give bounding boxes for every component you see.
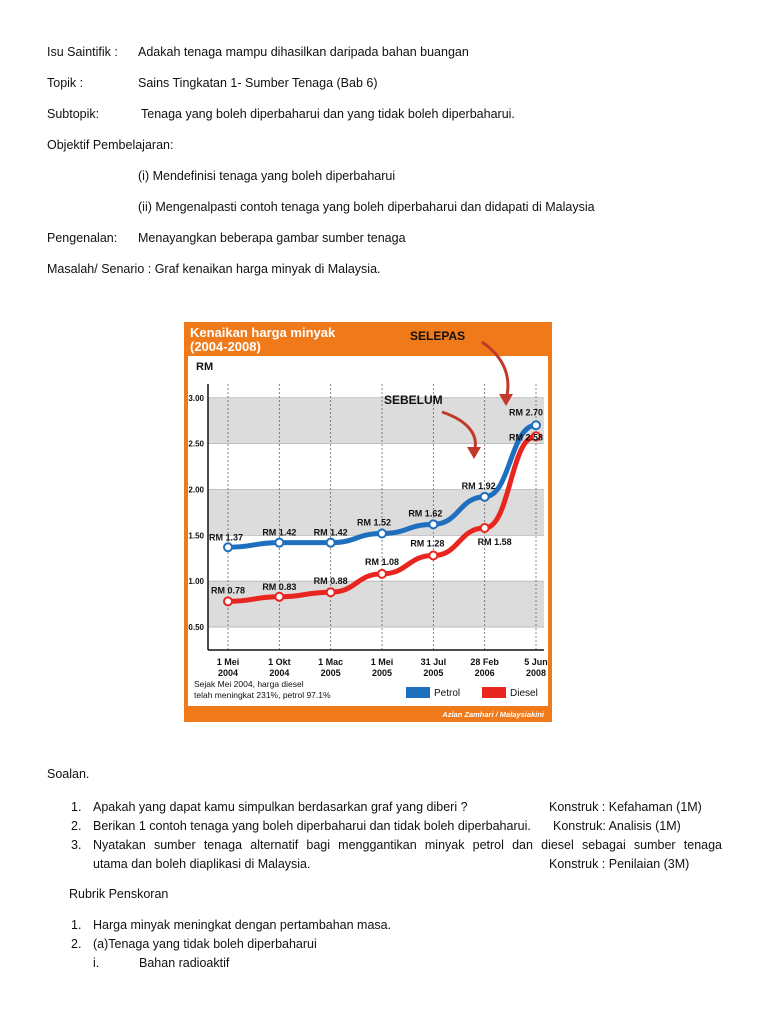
y-tick-label: 2.50: [188, 439, 204, 449]
grid-band-2: [208, 581, 544, 627]
data-label-petrol: RM 1.42: [313, 527, 348, 538]
data-label-petrol: RM 2.70: [508, 407, 544, 418]
y-tick-label: 1.50: [188, 531, 204, 541]
rubrik-2-sub-1-text: Bahan radioaktif: [139, 956, 230, 970]
x-tick-label: 2008: [525, 668, 547, 678]
soalan-2-number: 2.: [71, 819, 82, 833]
chart-note-line-2: telah meningkat 231%, petrol 97.1%: [194, 690, 331, 700]
soalan-3-number: 3.: [71, 838, 82, 852]
soalan-2-konstruk: Konstruk: Analisis (1M): [553, 819, 681, 833]
data-point-petrol: [275, 539, 283, 547]
subtopik-value: Tenaga yang boleh diperbaharui dan yang tidak boleh diperbaharui.: [141, 107, 515, 121]
subtopik-label: Subtopik:: [47, 107, 100, 121]
data-label-petrol: RM 1.42: [262, 527, 297, 538]
data-label-petrol: RM 1.62: [408, 508, 443, 519]
data-label-diesel: RM 0.88: [313, 576, 348, 587]
y-tick-label: 1.00: [188, 577, 204, 587]
pengenalan-label: Pengenalan:: [47, 231, 118, 245]
soalan-heading: Soalan.: [47, 767, 90, 781]
oil-price-chart: [184, 322, 552, 722]
rubrik-1-text: Harga minyak meningkat dengan pertambahan masa.: [93, 918, 392, 932]
soalan-3-text-line-2: utama dan boleh diaplikasi di Malaysia.: [93, 857, 311, 871]
data-label-diesel: RM 0.78: [210, 585, 246, 596]
data-label-petrol: RM 1.52: [356, 517, 392, 528]
x-tick-label: 2005: [423, 668, 444, 678]
soalan-3-konstruk: Konstruk : Penilaian (3M): [549, 857, 690, 871]
grid-band-0: [208, 398, 544, 444]
y-axis-title: RM: [196, 361, 214, 373]
data-point-petrol: [378, 530, 386, 538]
chart-note-line-1: Sejak Mei 2004, harga diesel: [194, 679, 304, 689]
chart-subtitle: (2004-2008): [190, 339, 261, 354]
x-tick-label: 2004: [269, 668, 290, 678]
data-point-diesel: [378, 570, 386, 578]
objektif-item-2: (ii) Mengenalpasti contoh tenaga yang boleh diperbaharui dan didapati di Malaysia: [138, 200, 595, 214]
chart-canvas: [184, 322, 552, 722]
x-tick-label: 1 Mei: [370, 657, 394, 667]
data-label-diesel: RM 0.83: [262, 581, 297, 592]
data-point-petrol: [429, 520, 437, 528]
x-tick-label: 2005: [320, 668, 341, 678]
soalan-2-text: Berikan 1 contoh tenaga yang boleh diperbaharui dan tidak boleh diperbaharui.: [93, 819, 531, 833]
data-point-diesel: [327, 588, 335, 596]
x-tick-label: 2006: [474, 668, 495, 678]
data-point-diesel: [481, 524, 489, 532]
data-label-diesel: RM 2.58: [508, 432, 544, 443]
objektif-item-1: (i) Mendefinisi tenaga yang boleh diperbaharui: [138, 169, 396, 183]
data-label-diesel: RM 1.28: [410, 538, 445, 549]
objektif-label: Objektif Pembelajaran:: [47, 138, 174, 152]
masalah-text: Masalah/ Senario : Graf kenaikan harga minyak di Malaysia.: [47, 262, 381, 276]
y-tick-label: 2.00: [188, 485, 204, 495]
x-tick-label: 28 Feb: [470, 657, 499, 667]
legend-label-petrol: Petrol: [434, 688, 461, 699]
grid-bands: [208, 398, 544, 627]
selepas-annotation: SELEPAS: [410, 329, 466, 343]
data-point-petrol: [481, 493, 489, 501]
x-tick-label: 5 Jun: [524, 657, 548, 667]
rubrik-1-number: 1.: [71, 918, 82, 932]
pengenalan-value: Menayangkan beberapa gambar sumber tenaga: [138, 231, 406, 245]
y-tick-label: 0.50: [188, 623, 204, 633]
soalan-1-text: Apakah yang dapat kamu simpulkan berdasarkan graf yang diberi ?: [93, 800, 468, 814]
data-point-diesel: [275, 593, 283, 601]
isu-label: Isu Saintifik :: [47, 45, 118, 59]
data-point-diesel: [429, 552, 437, 560]
x-tick-label: 1 Okt: [268, 657, 291, 667]
legend-swatch-diesel: [482, 687, 506, 698]
soalan-1-number: 1.: [71, 800, 82, 814]
data-point-petrol: [327, 539, 335, 547]
isu-value: Adakah tenaga mampu dihasilkan daripada bahan buangan: [138, 45, 469, 59]
data-label-diesel: RM 1.08: [364, 556, 400, 567]
data-point-petrol: [532, 421, 540, 429]
data-label-diesel: RM 1.58: [477, 537, 512, 548]
topik-label: Topik :: [47, 76, 84, 90]
data-label-petrol: RM 1.92: [461, 480, 496, 491]
chart-credit: Azlan Zamhari / Malaysiakini: [442, 710, 544, 719]
x-tick-label: 31 Jul: [420, 657, 447, 667]
soalan-1-konstruk: Konstruk : Kefahaman (1M): [549, 800, 702, 814]
x-tick-label: 2005: [371, 668, 393, 678]
topik-value: Sains Tingkatan 1- Sumber Tenaga (Bab 6): [138, 76, 378, 90]
rubrik-2-sub-1-number: i.: [93, 956, 100, 970]
chart-title: Kenaikan harga minyak: [190, 325, 336, 340]
x-tick-label: 2004: [217, 668, 239, 678]
rubrik-2-number: 2.: [71, 937, 82, 951]
y-tick-label: 3.00: [188, 393, 204, 403]
data-point-diesel: [224, 597, 232, 605]
legend-swatch-petrol: [406, 687, 430, 698]
legend-label-diesel: Diesel: [510, 688, 538, 699]
rubrik-heading: Rubrik Penskoran: [69, 887, 169, 901]
soalan-3-text-line-1: Nyatakan sumber tenaga alternatif bagi menggantikan minyak petrol dan diesel sebagai sumber tenaga: [93, 838, 722, 852]
x-tick-label: 1 Mac: [318, 657, 344, 667]
rubrik-2-text: (a)Tenaga yang tidak boleh diperbaharui: [93, 937, 317, 951]
data-point-petrol: [224, 543, 232, 551]
data-label-petrol: RM 1.37: [208, 532, 244, 543]
sebelum-annotation: SEBELUM: [384, 393, 443, 407]
x-tick-label: 1 Mei: [216, 657, 240, 667]
